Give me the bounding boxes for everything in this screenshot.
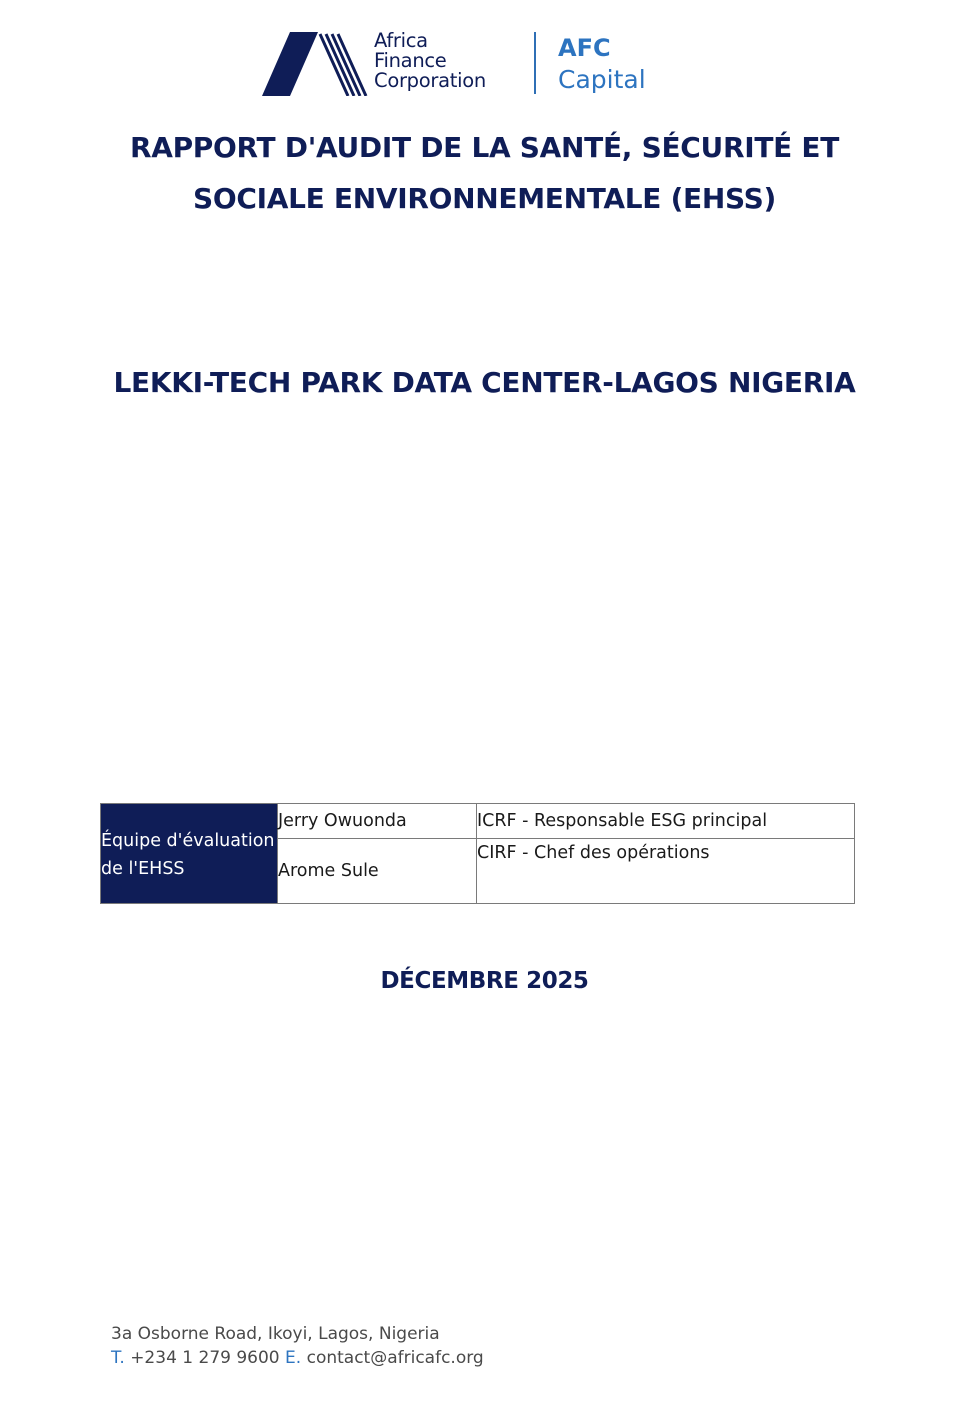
assessment-team-table — [100, 803, 855, 904]
footer-contact — [111, 1322, 484, 1370]
member-role: CIRF - Chef des opérations — [477, 839, 855, 904]
phone-label: T. — [111, 1348, 125, 1368]
logo-divider — [534, 32, 536, 94]
report-date: DÉCEMBRE 2025 — [380, 968, 589, 994]
project-title: LEKKI-TECH PARK DATA CENTER-LAGOS NIGERIA — [113, 366, 856, 399]
email-address: contact@africafc.org — [306, 1348, 484, 1368]
afc-logo-mark — [262, 32, 370, 96]
capital-wordmark-line2: Capital — [558, 65, 646, 94]
afc-wordmark — [374, 31, 486, 91]
afc-capital-wordmark — [558, 32, 646, 96]
afc-wordmark-line1: Africa — [374, 29, 428, 52]
capital-wordmark-line1: AFC — [558, 34, 611, 62]
afc-wordmark-line2: Finance — [374, 49, 447, 72]
member-name: Arome Sule — [278, 839, 477, 904]
team-header-cell: Équipe d'évaluation de l'EHSS — [101, 804, 278, 904]
report-title-line2: SOCIALE ENVIRONNEMENTALE (EHSS) — [193, 182, 776, 215]
member-name: Jerry Owuonda — [278, 804, 477, 839]
report-title-line1: RAPPORT D'AUDIT DE LA SANTÉ, SÉCURITÉ ET — [129, 131, 840, 164]
report-title — [60, 122, 909, 224]
afc-wordmark-line3: Corporation — [374, 69, 486, 92]
table-row — [101, 804, 855, 839]
footer-contact-line — [111, 1346, 484, 1370]
logo-area — [262, 30, 662, 100]
footer-address: 3a Osborne Road, Ikoyi, Lagos, Nigeria — [111, 1324, 440, 1344]
phone-number: +234 1 279 9600 — [130, 1348, 280, 1368]
member-role: ICRF - Responsable ESG principal — [477, 804, 855, 839]
email-label: E. — [285, 1348, 302, 1368]
